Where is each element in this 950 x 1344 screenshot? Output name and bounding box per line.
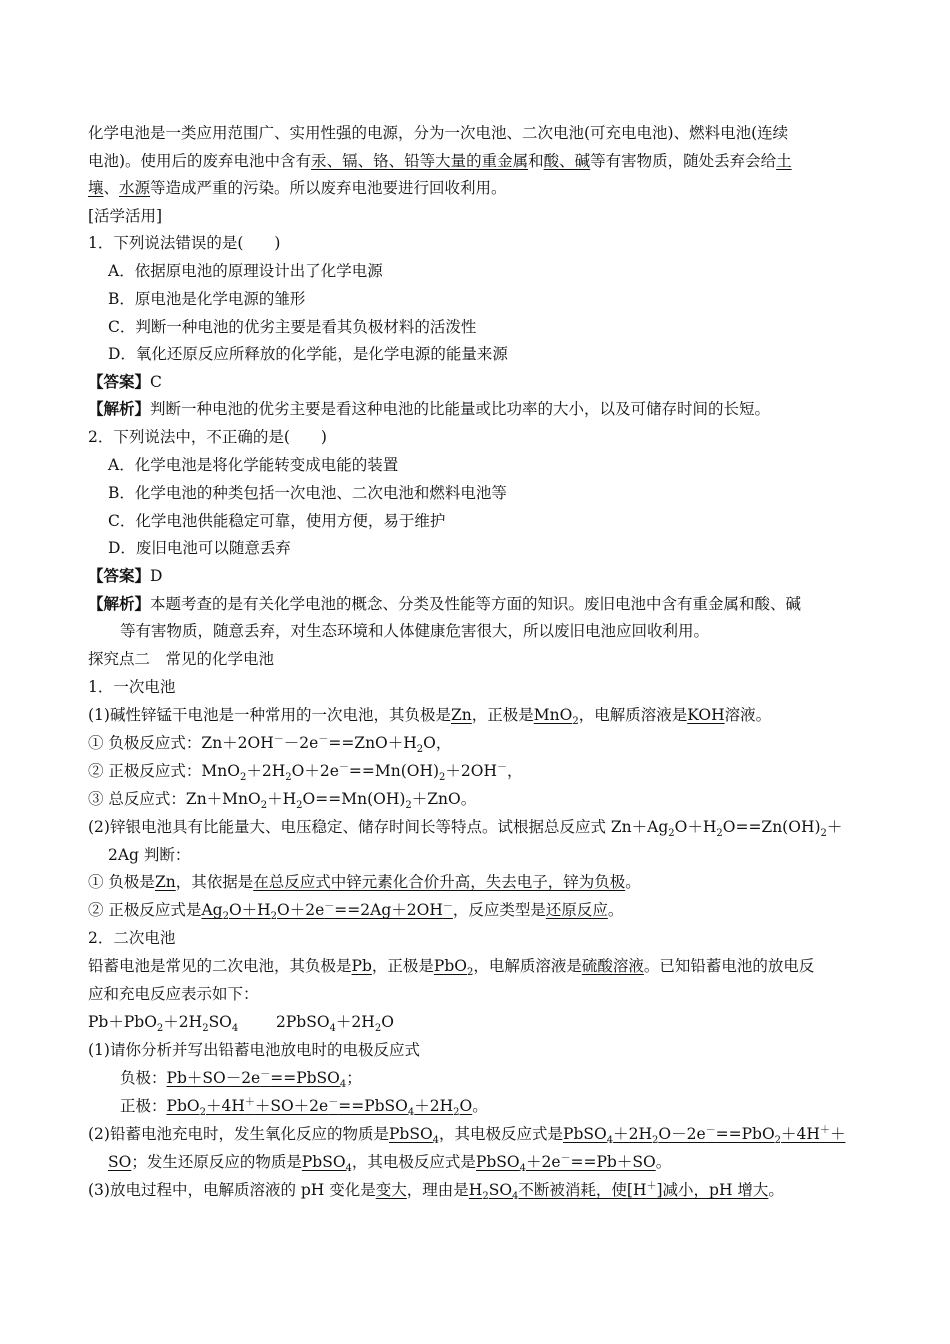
underlined-answer — [166, 1096, 473, 1119]
text: (3)放电过程中，电解质溶液的 pH 变化是 — [88, 1181, 376, 1199]
subscript: 2 — [405, 800, 412, 812]
subscript: 2 — [668, 828, 675, 840]
q1-option-a: A．依据原电池的原理设计出了化学电源 — [108, 262, 383, 280]
superscript: ＋ — [646, 1180, 657, 1192]
question-2-stem: 2．下列说法中，不正确的是( ) — [88, 428, 327, 446]
formula-text: ， — [507, 762, 523, 780]
underlined-answer: SO — [108, 1153, 132, 1171]
underlined-answer — [475, 1152, 656, 1175]
formula-text: Pb＋SO－2e — [166, 1069, 261, 1087]
formula-text: ＋2H — [163, 1013, 203, 1031]
subscript: 2 — [572, 716, 579, 728]
formula-text: H — [468, 1181, 483, 1199]
intro-text: 等有害物质，随处丢弃会给 — [590, 152, 777, 170]
text: ，电解质溶液是 — [473, 957, 582, 975]
text: (2)锌银电池具有比能量大、电压稳定、储存时间长等特点。试根据总反应式 Zn＋Ag — [88, 818, 669, 836]
underlined-answer: Pb — [351, 957, 372, 975]
text: ，理由是 — [406, 1181, 469, 1199]
formula-text: ＋2H — [335, 1013, 375, 1031]
text: 。 — [655, 1153, 672, 1171]
formula-text: ]减小，pH 增大 — [656, 1181, 769, 1199]
formula-text: O＋2e — [291, 762, 339, 780]
subscript: 2 — [482, 1191, 489, 1203]
text: 溶液。 — [724, 706, 772, 724]
formula-text: ＋ — [829, 1125, 846, 1143]
formula-text: －2e — [283, 734, 319, 752]
formula-text: ＋H — [267, 790, 297, 808]
underlined-answer: 变大 — [375, 1181, 407, 1199]
underlined-answer: 酸、碱 — [543, 152, 591, 170]
underlined-answer: 水源 — [119, 179, 151, 197]
q1-option-c: C．判断一种电池的优劣主要是看其负极材料的活泼性 — [108, 318, 477, 336]
underlined-answer — [166, 1068, 347, 1091]
discharge-negative — [120, 1067, 362, 1089]
text: ；发生还原反应的物质是 — [131, 1153, 302, 1171]
formula-text: ＋2H — [613, 1125, 652, 1143]
superscript: － — [273, 733, 284, 745]
underlined-answer: Zn — [154, 873, 176, 891]
zinc-negative — [88, 871, 641, 893]
superscript: － — [318, 733, 329, 745]
q1-analysis — [88, 398, 770, 420]
formula-text: ＋2H — [414, 1097, 454, 1115]
discharge-positive — [120, 1095, 488, 1117]
superscript: － — [338, 761, 349, 773]
answer-tag: 【答案】 — [88, 566, 151, 585]
analysis-text: 本题考查的是有关化学电池的概念、分类及性能等方面的知识。废旧电池中含有重金属和酸、碱 — [150, 595, 802, 613]
underlined-answer: 还原反应 — [545, 901, 608, 919]
formula-text: PbO — [166, 1097, 200, 1115]
underlined-answer — [468, 1180, 769, 1203]
formula-text: O， — [423, 734, 452, 752]
text: 。 — [768, 1181, 784, 1199]
answer-tag: 【答案】 — [88, 372, 151, 391]
subscript: 2 — [156, 1023, 164, 1035]
text: ，电解质溶液是 — [578, 706, 688, 724]
formula-text: PbSO — [475, 1153, 520, 1171]
formula-text: SO — [208, 1013, 232, 1031]
text: 。 — [472, 1097, 488, 1115]
charge-reduction — [108, 1151, 671, 1173]
underlined-answer — [388, 1125, 440, 1147]
superscript: － — [328, 1096, 339, 1108]
formula-text: PbO — [433, 957, 467, 975]
text: 负极： — [120, 1069, 167, 1087]
subscript: 4 — [339, 1079, 347, 1091]
formula-text: O＋H — [674, 818, 717, 836]
subscript: 4 — [407, 1107, 415, 1119]
formula-text: O — [459, 1097, 473, 1115]
formula-text: MnO — [533, 706, 573, 724]
formula-text: O==Mn(OH) — [302, 790, 406, 808]
q1-option-d: D．氧化还原反应所释放的化学能，是化学电源的能量来源 — [108, 345, 508, 363]
underlined-answer — [433, 957, 474, 979]
formula-text: 2PbSO — [276, 1013, 330, 1031]
subscript: 2 — [285, 772, 292, 784]
subscript: 2 — [453, 1107, 460, 1119]
formula-text: ＋2OH — [445, 762, 498, 780]
subscript: 2 — [466, 967, 474, 979]
formula-text: PbSO — [388, 1125, 433, 1143]
secondary-battery-title: 2．二次电池 — [88, 929, 176, 947]
formula-text: 不断被消耗，使[H — [518, 1181, 647, 1199]
section-heading: 探究点二 常见的化学电池 — [88, 650, 275, 668]
text: ，反应类型是 — [452, 901, 546, 919]
q2-analysis-cont: 等有害物质，随意丢弃，对生态环境和人体健康危害很大，所以废旧电池应回收利用。 — [120, 622, 710, 640]
formula-text: ==2Ag＋2OH — [334, 901, 443, 919]
subscript: 4 — [329, 1023, 336, 1035]
q2-option-a: A．化学电池是将化学能转变成电能的装置 — [108, 456, 399, 474]
formula-text: ==PbSO — [338, 1097, 408, 1115]
intro-text: 电池)。使用后的废弃电池中含有 — [88, 152, 312, 170]
text: 铅蓄电池是常见的二次电池，其负极是 — [88, 957, 352, 975]
q2-analysis — [88, 593, 801, 615]
subscript: 2 — [240, 772, 247, 784]
intro-line-3 — [88, 177, 507, 199]
text: ，其依据是 — [175, 873, 254, 891]
intro-text: 等造成严重的污染。所以废弃电池要进行回收利用。 — [150, 179, 507, 197]
subscript: 2 — [716, 828, 723, 840]
primary-p2-cont: 2Ag 判断： — [108, 846, 191, 864]
lead-acid-equation-right — [276, 1011, 394, 1033]
superscript: － — [442, 900, 453, 912]
subscript: 4 — [345, 1163, 352, 1175]
formula-text: O＋2e — [277, 901, 325, 919]
formula-text: ② 正极反应式：MnO — [88, 762, 240, 780]
formula-text: ==Mn(OH) — [348, 762, 440, 780]
underlined-answer: KOH — [687, 706, 725, 724]
charge-oxidation — [88, 1123, 845, 1145]
formula-text: Pb＋PbO — [88, 1013, 157, 1031]
question-1-stem: 1．下列说法错误的是( ) — [88, 234, 281, 252]
ph-change — [88, 1179, 784, 1201]
formula-text: O — [381, 1013, 394, 1031]
formula-text: ＋ZnO。 — [411, 790, 477, 808]
primary-p1 — [88, 704, 771, 726]
underlined-answer — [301, 1153, 352, 1175]
formula-text: ＋4H — [781, 1125, 820, 1143]
q1-answer — [88, 371, 162, 393]
secondary-s1 — [88, 955, 814, 977]
formula-text: ==PbO — [715, 1125, 775, 1143]
subscript: 2 — [416, 744, 424, 756]
text: ，其电极反应式是 — [439, 1125, 564, 1143]
formula-text: ③ 总反应式：Zn＋MnO — [88, 790, 261, 808]
underlined-answer: 汞、镉、铬、铅等大量的重金属 — [311, 152, 529, 170]
intro-line-2 — [88, 150, 792, 172]
subscript: 2 — [774, 1135, 782, 1147]
text: ① 负极是 — [88, 873, 155, 891]
primary-battery-title: 1．一次电池 — [88, 678, 176, 696]
intro-text: 、 — [103, 179, 120, 197]
intro-text: 化学电池是一类应用范围广、实用性强的电源，分为一次电池、二次电池(可充电电池)、燃料电池(连续 — [88, 124, 789, 142]
q2-option-c: C．化学电池供能稳定可靠，使用方便，易于维护 — [108, 512, 446, 530]
primary-p2 — [88, 816, 842, 838]
subscript: 4 — [519, 1163, 526, 1175]
q2-answer — [88, 565, 162, 587]
superscript: － — [324, 900, 335, 912]
q1-option-b: B．原电池是化学电源的雏形 — [108, 290, 306, 308]
underlined-answer: 在总反应式中锌元素化合价升高，失去电子，锌为负极 — [253, 873, 626, 891]
intro-text: 和 — [528, 152, 544, 170]
answer-value: D — [150, 567, 163, 585]
underlined-answer: 壤 — [88, 179, 104, 197]
formula-text: O＋H — [228, 901, 271, 919]
q2-option-b: B．化学电池的种类包括一次电池、二次电池和燃料电池等 — [108, 484, 507, 502]
subscript: 2 — [296, 800, 303, 812]
text: 。 — [607, 901, 624, 919]
underlined-answer: 土 — [776, 152, 792, 170]
q2-option-d: D．废旧电池可以随意丢弃 — [108, 539, 291, 557]
superscript: － — [705, 1124, 716, 1136]
subscript: 2 — [374, 1023, 382, 1035]
formula-text: O==Zn(OH) — [722, 818, 821, 836]
underlined-answer — [533, 706, 579, 728]
superscript: － — [497, 761, 508, 773]
analysis-tag: 【解析】 — [88, 399, 151, 418]
text: (2)铅蓄电池充电时，发生氧化反应的物质是 — [88, 1125, 389, 1143]
superscript: － — [260, 1068, 271, 1080]
formula-text: SO — [488, 1181, 513, 1199]
subscript: 4 — [606, 1135, 614, 1147]
subscript: 2 — [270, 911, 278, 923]
subscript: 2 — [222, 911, 229, 923]
analysis-tag: 【解析】 — [88, 594, 151, 613]
text: (1)碱性锌锰干电池是一种常用的一次电池，其负极是 — [88, 706, 451, 724]
subscript: 2 — [199, 1107, 206, 1119]
superscript: － — [560, 1152, 571, 1164]
intro-line-1 — [88, 122, 788, 144]
silver-positive — [88, 899, 623, 921]
formula-text: ＋2e — [525, 1153, 561, 1171]
formula-text: ＋2H — [246, 762, 286, 780]
text: ② 正极反应式是 — [88, 901, 202, 919]
text: ； — [346, 1069, 362, 1087]
subscript: 2 — [652, 1135, 659, 1147]
text: ，正极是 — [371, 957, 434, 975]
negative-reaction — [88, 732, 451, 754]
secondary-q1: (1)请你分析并写出铅蓄电池放电时的电极反应式 — [88, 1041, 420, 1059]
formula-text: PbSO — [301, 1153, 346, 1171]
text: 。 — [625, 873, 641, 891]
formula-text: ==ZnO＋H — [328, 734, 417, 752]
answer-value: C — [150, 373, 162, 391]
secondary-s2: 应和充电反应表示如下： — [88, 985, 259, 1003]
text: ，正极是 — [471, 706, 534, 724]
formula-text: ＋SO＋2e — [254, 1097, 329, 1115]
positive-reaction — [88, 760, 523, 782]
text: 正极： — [120, 1097, 167, 1115]
formula-text: PbSO — [563, 1125, 607, 1143]
subscript: 4 — [231, 1023, 239, 1035]
subscript: 2 — [260, 800, 268, 812]
formula-text: ① 负极反应式：Zn＋2OH — [88, 734, 274, 752]
formula-text: O－2e — [658, 1125, 706, 1143]
subscript: 4 — [512, 1191, 519, 1203]
text: 。已知铅蓄电池的放电反 — [643, 957, 815, 975]
formula-text: ＋ — [826, 818, 843, 836]
underlined-answer — [563, 1124, 846, 1147]
lead-acid-equation-left — [88, 1011, 238, 1033]
underlined-answer — [201, 900, 453, 923]
superscript: ＋ — [819, 1124, 830, 1136]
formula-text: ==PbSO — [270, 1069, 340, 1087]
underlined-answer: 硫酸溶液 — [581, 957, 644, 975]
text: ，其电极反应式是 — [351, 1153, 476, 1171]
underlined-answer: Zn — [450, 706, 472, 724]
formula-text: Ag — [201, 901, 223, 919]
subscript: 2 — [202, 1023, 209, 1035]
subscript: 2 — [820, 828, 827, 840]
subscript: 2 — [439, 772, 446, 784]
superscript: ＋ — [244, 1096, 255, 1108]
formula-text: ＋4H — [205, 1097, 245, 1115]
subscript: 4 — [432, 1135, 440, 1147]
formula-text: ==Pb＋SO — [570, 1153, 656, 1171]
total-reaction — [88, 788, 476, 810]
practice-heading: [活学活用] — [88, 207, 163, 225]
analysis-text: 判断一种电池的优劣主要是看这种电池的比能量或比功率的大小，以及可储存时间的长短。 — [150, 400, 771, 418]
